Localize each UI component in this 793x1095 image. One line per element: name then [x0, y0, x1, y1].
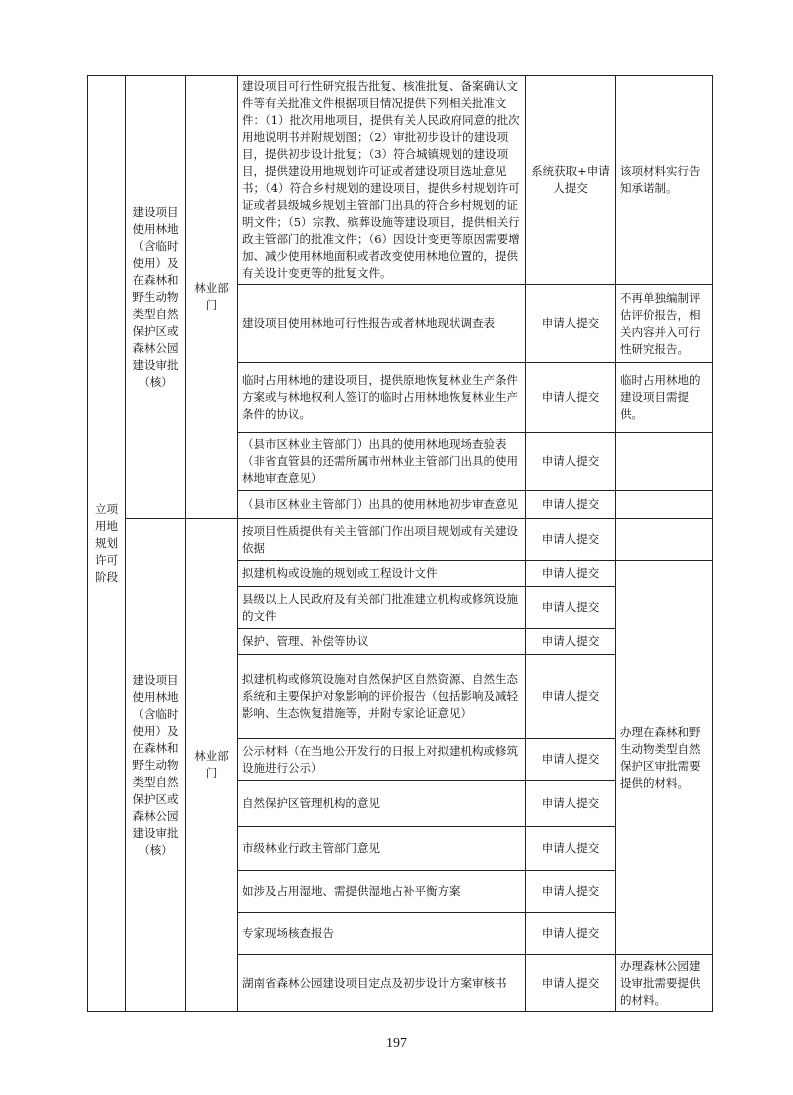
material-cell: 拟建机构或修筑设施对自然保护区自然资源、自然生态系统和主要保护对象影响的评价报告（包括影响及减轻影响、生态恢复措施等，并附专家论证意见）	[238, 655, 526, 739]
note-cell	[616, 519, 713, 561]
material-cell: 拟建机构或设施的规划或工程设计文件	[238, 561, 526, 587]
approval-item-cell: 建设项目使用林地（含临时使用）及在森林和野生动物类型自然保护区或森林公园建设审批（核）	[126, 76, 186, 519]
department-cell: 林业部门	[186, 76, 238, 519]
materials-table	[87, 75, 713, 1012]
note-cell: 临时占用林地的建设项目需提供。	[616, 363, 713, 433]
method-cell: 申请人提交	[526, 363, 616, 433]
material-cell: 按项目性质提供有关主管部门作出项目规划或有关建设依据	[238, 519, 526, 561]
method-cell: 系统获取+申请人提交	[526, 76, 616, 285]
method-cell: 申请人提交	[526, 561, 616, 587]
table-row	[88, 519, 713, 561]
material-cell: 临时占用林地的建设项目，提供原地恢复林业生产条件方案或与林地权利人签订的临时占用林地恢复林业生产条件的协议。	[238, 363, 526, 433]
material-cell: 建设项目使用林地可行性报告或者林地现状调查表	[238, 285, 526, 363]
method-cell: 申请人提交	[526, 913, 616, 955]
material-cell: 市级林业行政主管部门意见	[238, 827, 526, 871]
material-cell: 公示材料（在当地公开发行的日报上对拟建机构或修筑设施进行公示）	[238, 739, 526, 781]
method-cell: 申请人提交	[526, 827, 616, 871]
stage-cell: 立项用地规划许可阶段	[88, 76, 126, 1012]
approval-item-cell: 建设项目使用林地（含临时使用）及在森林和野生动物类型自然保护区或森林公园建设审批（核）	[126, 519, 186, 1012]
department-cell: 林业部门	[186, 519, 238, 1012]
note-cell: 不再单独编制评估评价报告，相关内容并入可行性研究报告。	[616, 285, 713, 363]
method-cell: 申请人提交	[526, 781, 616, 827]
material-cell: 县级以上人民政府及有关部门批准建立机构或修筑设施的文件	[238, 587, 526, 629]
method-cell: 申请人提交	[526, 519, 616, 561]
shared-note-cell: 办理在森林和野生动物类型自然保护区审批需要提供的材料。	[616, 561, 713, 955]
method-cell: 申请人提交	[526, 491, 616, 519]
method-cell: 申请人提交	[526, 955, 616, 1012]
material-cell: 专家现场核查报告	[238, 913, 526, 955]
material-cell: 保护、管理、补偿等协议	[238, 629, 526, 655]
material-cell: 湖南省森林公园建设项目定点及初步设计方案审核书	[238, 955, 526, 1012]
method-cell: 申请人提交	[526, 655, 616, 739]
note-cell	[616, 433, 713, 491]
method-cell: 申请人提交	[526, 587, 616, 629]
note-cell: 该项材料实行告知承诺制。	[616, 76, 713, 285]
material-cell: 如涉及占用湿地、需提供湿地占补平衡方案	[238, 871, 526, 913]
table-row	[88, 76, 713, 285]
note-cell	[616, 491, 713, 519]
material-cell: （县市区林业主管部门）出具的使用林地初步审查意见	[238, 491, 526, 519]
method-cell: 申请人提交	[526, 433, 616, 491]
method-cell: 申请人提交	[526, 629, 616, 655]
page-number: 197	[386, 1036, 407, 1051]
method-cell: 申请人提交	[526, 871, 616, 913]
note-cell: 办理森林公园建设审批需要提供的材料。	[616, 955, 713, 1012]
material-cell: （县市区林业主管部门）出具的使用林地现场查验表（非省直管县的还需所属市州林业主管部门出具的使用林地审查意见）	[238, 433, 526, 491]
method-cell: 申请人提交	[526, 285, 616, 363]
material-cell: 建设项目可行性研究报告批复、核准批复、备案确认文件等有关批准文件根据项目情况提供下列相关批准文件：（1）批次用地项目，提供有关人民政府同意的批次用地说明书并附规划图；（2）审批初步设计的建设项目，提供初步设计批复；（3）符合城镇规划的建设项目，提供建设用地规划许可证或者建设项目选址意见书；（4）符合乡村规划的建设项目，提供乡村规划许可证或者县级城乡规划主管部门出具的符合乡村规划的证明文件；（5）宗教、殡葬设施等建设项目，提供相关行政主管部门的批准文件；（6）因设计变更等原因需要增加、减少使用林地面积或者改变使用林地位置的，提供有关设计变更等的批复文件。	[238, 76, 526, 285]
method-cell: 申请人提交	[526, 739, 616, 781]
material-cell: 自然保护区管理机构的意见	[238, 781, 526, 827]
